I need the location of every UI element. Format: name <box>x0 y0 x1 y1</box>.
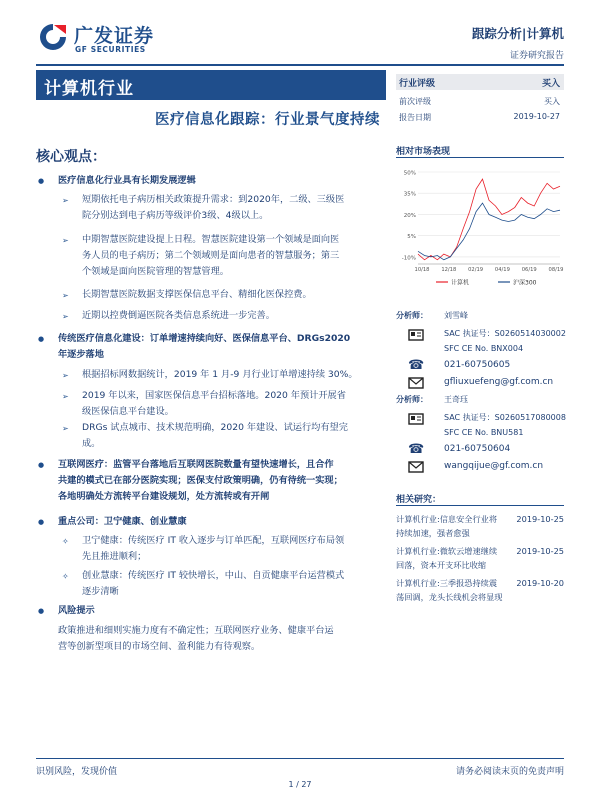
series-line-hs300 <box>418 203 560 260</box>
sub-point-line: 中期智慧医院建设提上日程。智慧医院建设第一个领域是面向医 <box>82 234 340 245</box>
point-title: 传统医疗信息化建设：订单增速持续向好、医保信息平台、DRGs2020 <box>58 333 351 344</box>
risk-heading: 风险提示 <box>58 605 95 616</box>
sub-point-line: 短期依托电子病历相关政策提升需求：到2020年，二级、三级医 <box>82 194 345 205</box>
series-line-computer <box>418 179 560 260</box>
header-right <box>472 24 564 61</box>
sub-point-line: 近期以控费倒逼医院各类信息系统进一步完善。 <box>82 310 275 321</box>
sub-point-line: 级医保信息平台建设。 <box>82 406 174 417</box>
report-date-value: 2019-10-27 <box>513 112 560 121</box>
gf-logo-icon <box>38 22 68 52</box>
bullet-icon: ● <box>38 461 45 469</box>
x-tick-label: 12/18 <box>441 267 457 273</box>
report-type: 证券研究报告 <box>509 51 564 61</box>
risk-line: 政策推进和细则实施力度有不确定性；互联网医疗业务、健康平台运 <box>58 625 334 636</box>
id-card-icon <box>408 412 424 426</box>
y-tick-label: 50% <box>403 170 416 177</box>
related-item-title: 持续加速，强者愈强 <box>396 528 470 538</box>
previous-rating-label: 前次评级 <box>399 97 431 106</box>
related-item-title: 荡回调，龙头长线机会将显现 <box>396 592 503 602</box>
analyst-phone: 021-60750605 <box>444 360 511 370</box>
related-item-title: 计算机行业:三季报恐持续震 <box>396 578 498 588</box>
core-viewpoints-heading: 核心观点： <box>36 149 106 165</box>
industry-banner <box>36 70 386 100</box>
bullet-icon: ● <box>38 335 45 343</box>
x-tick-label: 10/18 <box>414 267 430 273</box>
report-category: 跟踪分析|计算机 <box>471 26 564 41</box>
arrow-icon: ➢ <box>62 312 69 321</box>
x-tick-label: 04/19 <box>494 267 510 273</box>
analyst-sac: SAC 执证号：S0260514030002 <box>444 329 566 338</box>
rating-value: 买入 <box>541 79 560 89</box>
analyst-label: 分析师： <box>396 311 428 320</box>
arrow-icon: ➢ <box>62 424 69 433</box>
analyst-sfc: SFC CE No. BNX004 <box>444 344 524 353</box>
related-research-heading: 相关研究： <box>396 492 564 506</box>
point-title: 重点公司：卫宁健康、创业慧康 <box>58 516 187 527</box>
analyst-label: 分析师： <box>396 395 428 404</box>
arrow-icon: ➢ <box>62 236 69 245</box>
x-tick-label: 02/19 <box>468 267 484 273</box>
diamond-icon: ✧ <box>62 537 69 546</box>
relative-performance-chart <box>396 164 564 292</box>
point-title: 互联网医疗：监管平台落地后互联网医院数量有望快速增长，且合作 <box>58 459 334 470</box>
bullet-icon: ● <box>38 177 45 185</box>
analyst-phone: 021-60750604 <box>444 444 511 454</box>
arrow-icon: ➢ <box>62 291 69 300</box>
company-line: 先且推进顺利； <box>82 551 147 562</box>
email-icon <box>408 376 424 390</box>
logo-text-en: GF SECURITIES <box>75 45 146 54</box>
email-icon <box>408 460 424 474</box>
sub-point-line: 务人员的电子病历；第二个领域则是面向患者的智慧服务；第三 <box>82 250 340 261</box>
page-number: 1 / 27 <box>288 780 312 789</box>
sub-point-line: 成。 <box>82 438 101 449</box>
sub-point-line: 个领域是面向医院管理的智慧管理。 <box>82 266 229 277</box>
x-tick-label: 08/19 <box>548 267 564 273</box>
sub-point-line: 2019 年以来，国家医保信息平台招标落地。2020 年预计开展省 <box>82 390 346 401</box>
sub-point-line: 院分别达到电子病历等级评价3级、4级以上。 <box>82 210 269 221</box>
rating-header <box>396 74 564 90</box>
logo-text-cn: 广发证券 <box>74 25 155 47</box>
point-title: 共建的模式已在部分医院实现；医保支付政策明确，仍有待统一实现； <box>58 475 343 486</box>
y-tick-label: 5% <box>407 234 416 241</box>
related-item-title: 回落，资本开支环比收缩 <box>396 560 487 570</box>
diamond-icon: ✧ <box>62 572 69 581</box>
company-line: 创业慧康：传统医疗 IT 较快增长，中山、自贡健康平台运营模式 <box>82 570 345 581</box>
company-logo <box>38 20 168 56</box>
analyst-email[interactable]: wangqijue@gf.com.cn <box>444 461 544 471</box>
analyst-sfc: SFC CE No. BNU581 <box>444 428 524 437</box>
point-title: 年逐步落地 <box>58 349 104 360</box>
report-title: 医疗信息化跟踪：行业景气度持续 <box>155 112 380 128</box>
related-item-title: 计算机行业:微软云增速继续 <box>396 546 498 556</box>
related-item-date: 2019-10-20 <box>516 578 564 588</box>
y-tick-label: 35% <box>403 191 416 198</box>
sub-point-line: DRGs 试点城市、技术规范明确，2020 年建设、试运行均有望完 <box>82 422 348 433</box>
analyst-email[interactable]: gfliuxuefeng@gf.com.cn <box>444 377 554 387</box>
phone-icon: ☎ <box>408 442 425 457</box>
related-item-title: 计算机行业:信息安全行业将 <box>396 514 498 524</box>
sub-point-line: 长期智慧医院数据支撑医保信息平台、精细化医保控费。 <box>82 289 312 300</box>
related-item-date: 2019-10-25 <box>516 546 564 556</box>
report-date-label: 报告日期 <box>399 113 431 122</box>
arrow-icon: ➢ <box>62 371 69 380</box>
arrow-icon: ➢ <box>62 392 69 401</box>
footer-disclaimer: 请务必阅读末页的免责声明 <box>455 767 564 777</box>
risk-line: 营等创新型项目的市场空间、盈利能力有待观察。 <box>58 641 261 652</box>
previous-rating-value: 买入 <box>544 97 560 106</box>
related-item-date: 2019-10-25 <box>516 514 564 524</box>
company-line: 逐步清晰 <box>82 586 119 597</box>
market-performance-heading: 相对市场表现 <box>396 144 564 158</box>
footer-slogan: 识别风险，发现价值 <box>36 767 118 777</box>
y-tick-label: -10% <box>401 255 416 262</box>
y-tick-label: 20% <box>403 212 416 219</box>
phone-icon: ☎ <box>408 358 425 373</box>
rating-label: 行业评级 <box>399 79 436 89</box>
x-tick-label: 06/19 <box>521 267 537 273</box>
legend-label: 沪深300 <box>513 279 537 287</box>
header-divider <box>36 64 564 66</box>
bullet-icon: ● <box>38 518 45 526</box>
footer-divider <box>36 758 564 759</box>
analyst-name: 刘雪峰 <box>444 311 468 320</box>
company-line: 卫宁健康：传统医疗 IT 收入逐步与订单匹配，互联网医疗布局领 <box>82 535 345 546</box>
bullet-icon: ● <box>38 607 45 615</box>
analyst-sac: SAC 执证号：S0260517080008 <box>444 413 566 422</box>
point-title: 医疗信息化行业具有长期发展逻辑 <box>58 175 196 186</box>
arrow-icon: ➢ <box>62 196 69 205</box>
point-title: 各地明确处方流转平台建设规划，处方流转或有开闸 <box>58 491 270 502</box>
sub-point-line: 根据招标网数据统计，2019 年 1 月-9 月行业订单增速持续 30%。 <box>82 369 358 380</box>
analyst-name: 王奇珏 <box>444 395 468 404</box>
id-card-icon <box>408 328 424 342</box>
industry-title: 计算机行业 <box>44 79 134 99</box>
legend-label: 计算机 <box>451 279 470 287</box>
